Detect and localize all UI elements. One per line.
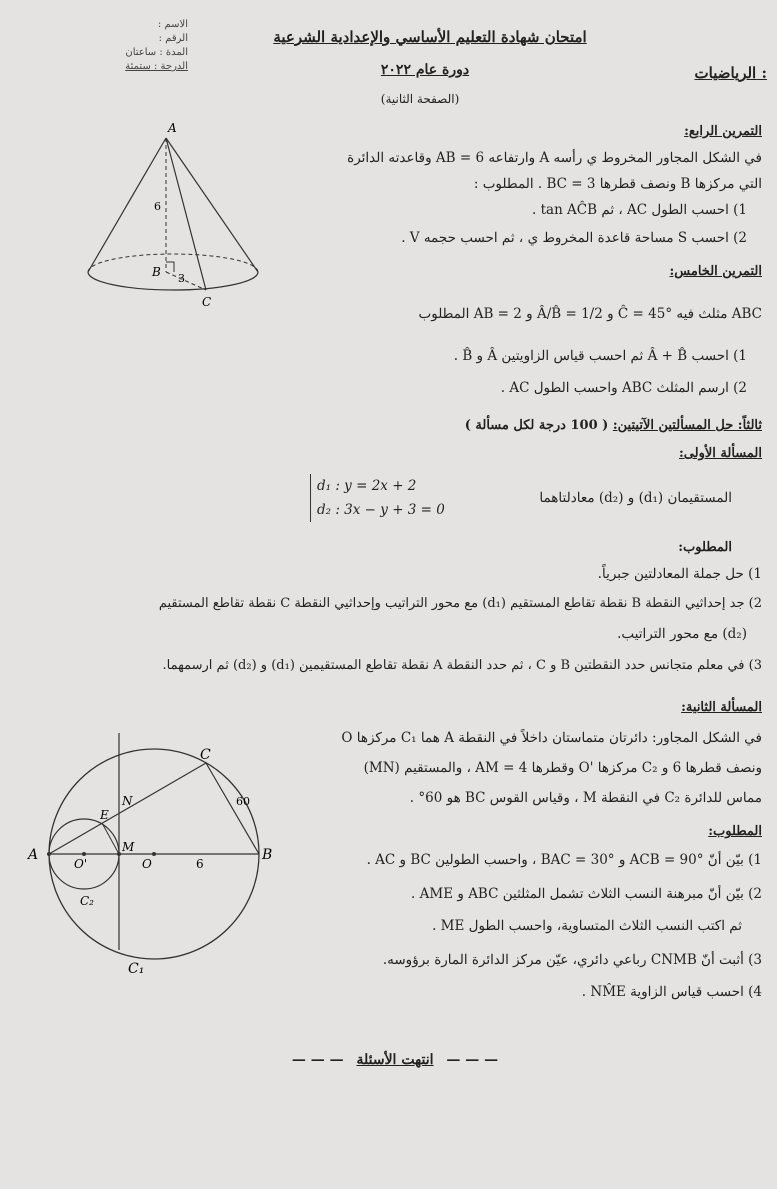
exercise5-heading: التمرين الخامس: [669, 264, 762, 279]
problem2-q3: 3) أثبت أنّ CNMB رباعي دائري، عيّن مركز الدائرة المارة برؤوسه. [382, 952, 762, 968]
cone-radius [166, 272, 206, 290]
problem2-q2b: ثم اكتب النسب الثلاث المتساوية، واحسب الطول ME . [432, 918, 742, 934]
page-label: (الصفحة الثانية) [380, 92, 460, 106]
problem1-q1: 1) حل جملة المعادلتين جبرياً. [597, 566, 762, 582]
problem2-q4: 4) احسب قياس الزاوية NM̂E . [581, 984, 762, 1000]
exercise4-q2: 2) احسب S مساحة قاعدة المخروط ي ، ثم احسب حجمه V . [401, 230, 747, 246]
exercise4-q1: 1) احسب الطول AC ، ثم tan AĈB . [532, 202, 747, 218]
label-N: N [122, 794, 133, 808]
point-M [117, 852, 121, 856]
problem2-q1: 1) بيّن أنّ ACB = 90° و BAC = 30° ، واحسب الطولين BC و AC . [366, 852, 762, 868]
student-name-label: الاسم : [157, 19, 188, 30]
cone-base-back [88, 254, 258, 272]
exercise5-q2: 2) ارسم المثلث ABC واحسب الطول AC . [500, 380, 747, 396]
chord-CB [206, 763, 259, 854]
problem2-required: المطلوب: [708, 824, 762, 839]
exercise4-statement-2: التي مركزها B ونصف قطرها BC = 3 . المطلوب : [473, 176, 762, 192]
label-arc-60: 60 [236, 795, 250, 808]
footer-dashes-right: — — — [446, 1052, 499, 1068]
cone-label-h: 6 [154, 200, 161, 213]
label-C1: C₁ [128, 961, 145, 977]
exercise4-statement-1: في الشكل المجاور المخروط ي رأسه A وارتفاعه AB = 6 وقاعدته الدائرة [347, 150, 762, 166]
problem1-eq2: d₂ : 3x − y + 3 = 0 [317, 502, 445, 518]
exercise4-heading: التمرين الرابع: [684, 124, 762, 139]
cone-label-r: 3 [178, 272, 185, 285]
label-O: O [142, 857, 152, 871]
problem2-s3: مماس للدائرة C₂ في النقطة M ، وقياس القوس BC هو 60° . [409, 790, 762, 806]
label-M: M [122, 840, 135, 854]
problem2-heading: المسألة الثانية: [681, 700, 762, 715]
cone-figure [70, 110, 270, 320]
cone-right-edge [166, 138, 258, 272]
label-C: C [200, 747, 211, 763]
student-number-label: الرقم : [158, 33, 188, 44]
problem1-eq1: d₁ : y = 2x + 2 [317, 478, 417, 494]
cone-label-C: C [202, 295, 212, 309]
label-B: B [262, 847, 273, 863]
exercise5-q1: 1) احسب Â + B̂ ثم احسب قياس الزاويتين Â و B̂ . [453, 348, 747, 364]
label-A: A [28, 847, 39, 863]
problem1-heading: المسألة الأولى: [678, 446, 762, 461]
student-info [88, 18, 188, 74]
cone-label-A: A [168, 121, 177, 135]
part3-title: ثالثاً: حل المسألتين الآتيتين: [612, 418, 762, 433]
exercise5-statement: ABC مثلث فيه Ĉ = 45° و Â/B̂ = 1/2 و AB = 2 المطلوب [418, 306, 762, 322]
label-E: E [100, 808, 109, 822]
circles-figure [20, 725, 280, 985]
problem1-q2a: 2) جد إحداثيي النقطة B نقطة تقاطع المستقيم (d₁) مع محور التراتيب وإحداثيي النقطة C نقطة تقاطع المستقيم [158, 596, 762, 611]
point-O2 [82, 852, 86, 856]
subject-label: الرياضيات : [694, 64, 767, 82]
footer [250, 1052, 540, 1068]
cone-label-B: B [152, 265, 161, 279]
exam-title: امتحان شهادة التعليم الأساسي والإعدادية الشرعية [273, 28, 587, 46]
footer-dashes-left: — — — [291, 1052, 344, 1068]
problem2-s1: في الشكل المجاور: دائرتان متماستان داخلاً في النقطة A هما C₁ مركزها O [341, 730, 762, 746]
cone-slant-AC [166, 138, 206, 290]
problem2-s2: ونصف قطرها 6 و C₂ مركزها 'O وقطرها AM = 4 ، والمستقيم (MN) [363, 760, 762, 776]
duration-label: المدة : ساعتان [125, 47, 188, 58]
problem1-q3: 3) في معلم متجانس حدد النقطتين B و C ، ثم حدد النقطة A نقطة تقاطع المستقيمين (d₁) و (d₂) ثم ارسمهما. [162, 658, 762, 673]
point-A [47, 852, 51, 856]
part3-points: ( 100 درجة لكل مسألة ) [464, 418, 609, 433]
label-C2: C₂ [80, 894, 94, 908]
footer-end-text: انتهت الأسئلة [356, 1052, 434, 1068]
label-O2: O' [74, 857, 88, 871]
problem1-intro: المستقيمان (d₁) و (d₂) معادلتاهما [539, 490, 732, 506]
grade-label: الدرجة : ستمئة [125, 61, 188, 72]
problem1-equation-system [310, 474, 445, 522]
cone-right-angle [166, 262, 174, 272]
problem1-required: المطلوب: [678, 540, 732, 555]
label-radius-6: 6 [196, 857, 204, 871]
point-O [152, 852, 156, 856]
segment-EM [102, 823, 119, 854]
part3-heading [465, 418, 762, 433]
problem1-q2b: (d₂) مع محور التراتيب. [617, 626, 747, 642]
exam-session: دورة عام ٢٠٢٢ [380, 62, 470, 78]
problem2-q2a: 2) بيّن أنّ مبرهنة النسب الثلاث تشمل المثلثين ABC و AME . [411, 886, 762, 902]
